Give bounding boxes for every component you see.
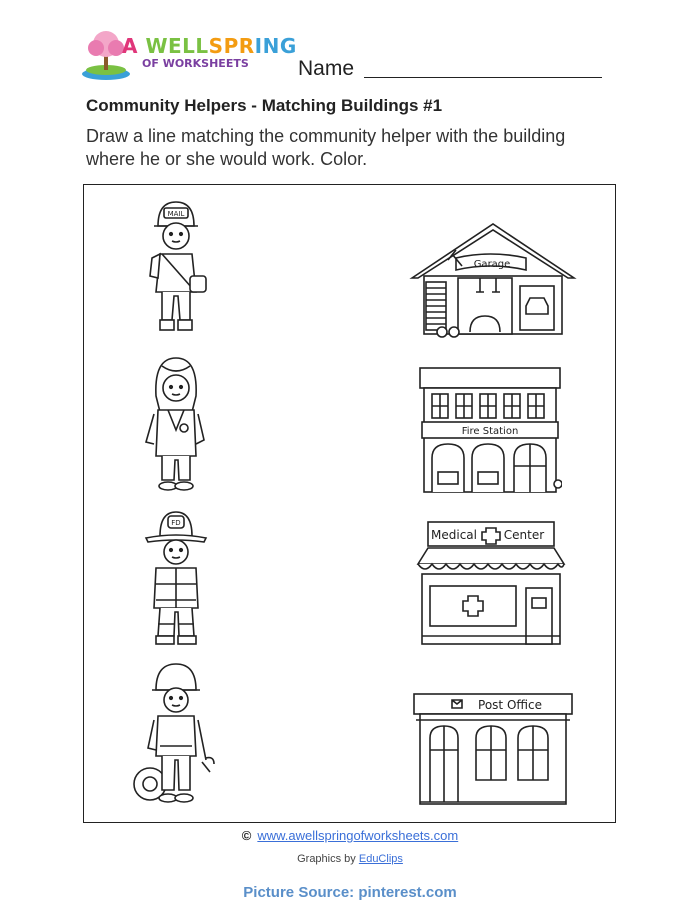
medical-sign-text-2: Center [503,528,545,542]
educlips-link[interactable]: EduClips [358,853,403,865]
helper-hat-text: FD [171,519,181,527]
name-line[interactable] [364,77,602,78]
picture-source: Picture Source: pinterest.com [243,884,457,901]
medical-center-icon [414,520,568,648]
firefighter-icon [138,508,210,648]
graphics-credit-prefix: Graphics by [297,853,356,865]
helper-hat-text: MAIL [167,210,185,218]
worksheet-title: Community Helpers - Matching Buildings #1 [86,96,443,115]
mail-carrier-icon [138,196,210,340]
garage-icon [408,220,578,340]
post-office-sign-text: Post Office [478,698,542,712]
fire-station-sign-text: Fire Station [461,426,519,437]
copyright-symbol: © [241,828,252,843]
garage-sign-text: Garage [473,259,511,270]
post-office-icon [412,690,574,806]
fire-station-icon [418,366,562,496]
graphics-credit [0,853,700,865]
name-label: Name [298,57,355,80]
site-logo [82,28,297,84]
medical-sign-text: Medical [431,528,477,542]
logo-title: A WELLSPRING [122,34,297,58]
doctor-icon [138,352,210,496]
footer-website [0,828,700,843]
fire-station-windows [432,394,544,418]
logo-subtitle: OF WORKSHEETS [142,57,249,70]
mechanic-icon [130,660,222,808]
worksheet-instructions: Draw a line matching the community helper with the building where he or she would work. Color. [86,126,566,169]
website-link[interactable]: www.awellspringofworksheets.com [257,828,459,843]
